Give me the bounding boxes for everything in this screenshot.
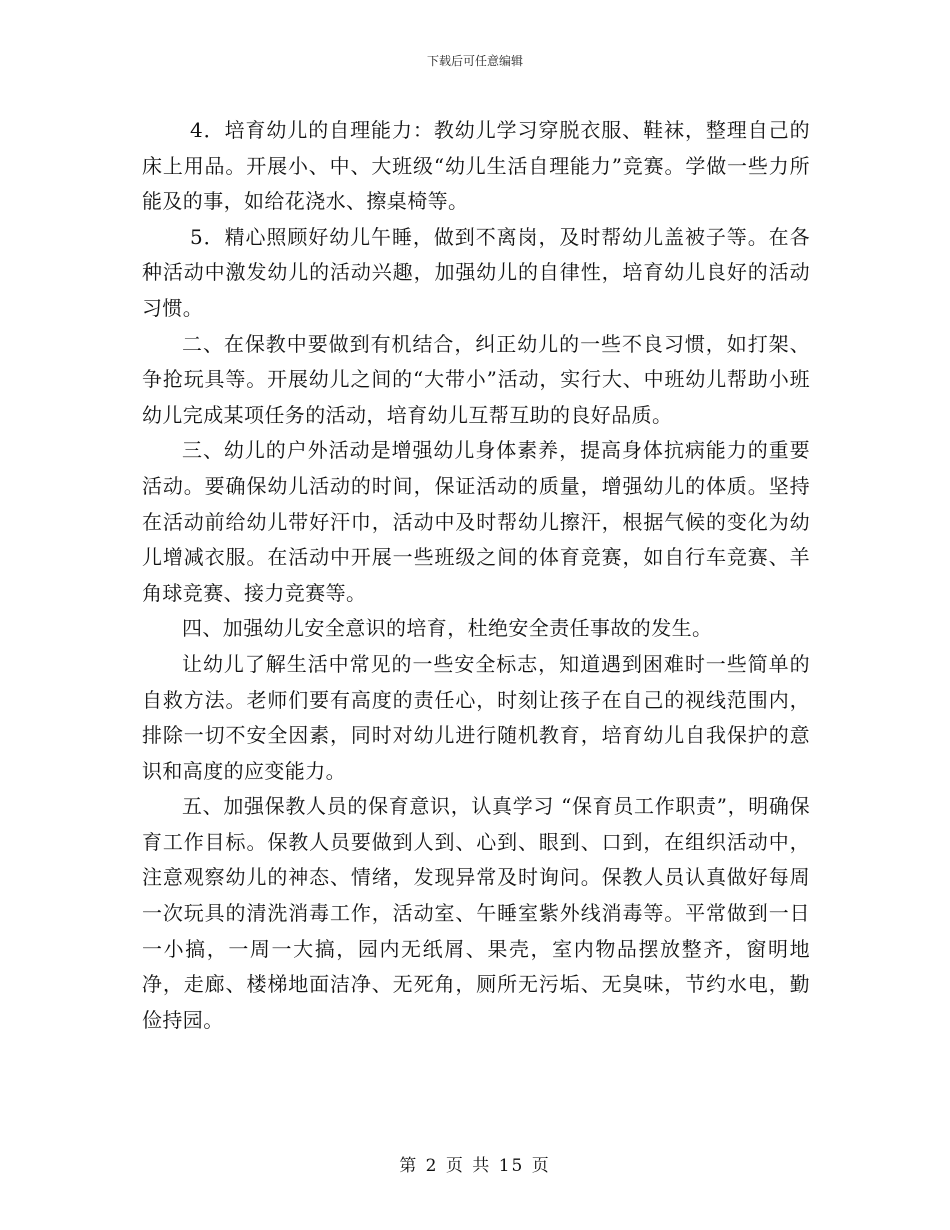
paragraph-safety-details: 让幼儿了解生活中常见的一些安全标志，知道遇到困难时一些简单的自救方法。老师们要有高度的责任心，时刻让孩子在自己的视线范围内，排除一切不安全因素，同时对幼儿进行随机教育，培育幼儿自我保护的意识和高度的应变能力。 — [142, 651, 810, 783]
document-body — [142, 113, 810, 1038]
page-number: 第 2 页 共 15 页 — [399, 1156, 551, 1176]
paragraph-section-five: 五、加强保教人员的保育意识，认真学习 “保育员工作职责”，明确保育工作目标。保教人员要做到人到、心到、眼到、口到，在组织活动中，注意观察幼儿的神态、情绪，发现异常及时询问。保教人员认真做好每周一次玩具的清洗消毒工作，活动室、午睡室紫外线消毒等。平常做到一日一小搞，一周一大搞，园内无纸屑、果壳，室内物品摆放整齐，窗明地净，走廊、楼梯地面洁净、无死角，厕所无污垢、无臭味，节约水电，勤俭持园。 — [142, 794, 810, 1032]
paragraph-self-care: 4．培育幼儿的自理能力：教幼儿学习穿脱衣服、鞋袜，整理自己的床上用品。开展小、中、大班级“幼儿生活自理能力”竞赛。学做一些力所能及的事，如给花浇水、擦桌椅等。 — [142, 118, 810, 214]
paragraph-section-three: 三、幼儿的户外活动是增强幼儿身体素养，提高身体抗病能力的重要活动。要确保幼儿活动的时间，保证活动的质量，增强幼儿的体质。坚持在活动前给幼儿带好汗巾，活动中及时帮幼儿擦汗，根据气候的变化为幼儿增减衣服。在活动中开展一些班级之间的体育竞赛，如自行车竞赛、羊角球竞赛、接力竞赛等。 — [142, 438, 810, 605]
paragraph-nap-care: 5．精心照顾好幼儿午睡，做到不离岗，及时帮幼儿盖被子等。在各种活动中激发幼儿的活动兴趣，加强幼儿的自律性，培育幼儿良好的活动习惯。 — [142, 224, 810, 320]
paragraph-section-four: 四、加强幼儿安全意识的培育，杜绝安全责任事故的发生。 — [182, 616, 713, 641]
page-header-note: 下载后可任意编辑 — [426, 54, 523, 68]
paragraph-section-two: 二、在保教中要做到有机结合，纠正幼儿的一些不良习惯，如打架、争抢玩具等。开展幼儿之间的“大带小”活动，实行大、中班幼儿帮助小班幼儿完成某项任务的活动，培育幼儿互帮互助的良好品质。 — [142, 331, 810, 427]
